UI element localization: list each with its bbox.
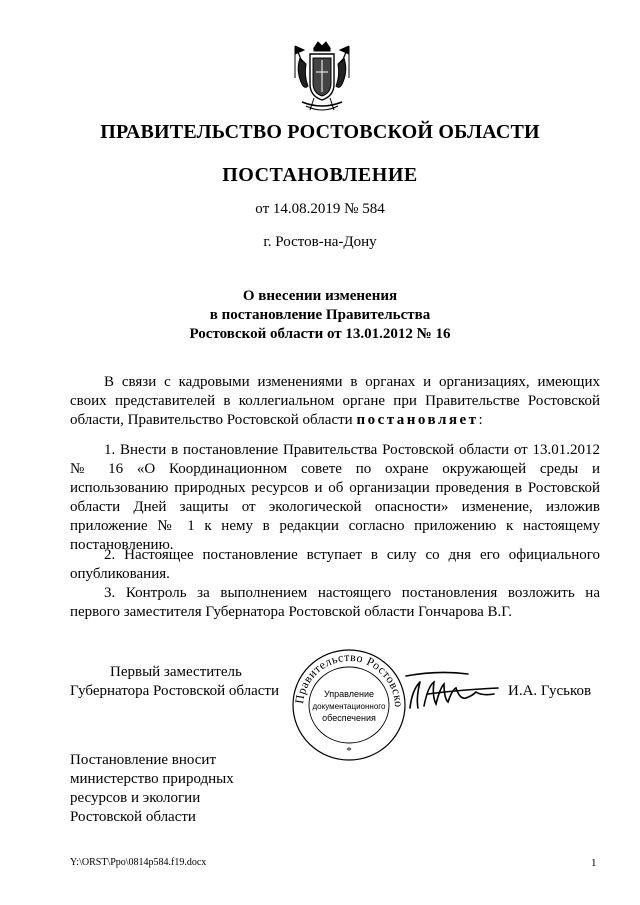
item-2-paragraph: 2. Настоящее постановление вступает в силу со дня его официального опубликования. <box>70 547 600 582</box>
organization-name: ПРАВИТЕЛЬСТВО РОСТОВСКОЙ ОБЛАСТИ <box>100 121 540 143</box>
seal-center-text: документационного <box>312 702 386 711</box>
note-line: Ростовской области <box>70 809 196 825</box>
seal-ring-text: Правительство Ростовско <box>292 649 407 708</box>
file-path: Y:\ORST\Ppo\0814p584.f19.docx <box>70 857 207 868</box>
item-1-paragraph: 1. Внести в постановление Правительства Ростовской области от 13.01.2012 № 16 «О Координационном совете по охране окружающей среды и использованию природных ресурсов и об организации проведения в Ростовской области Дней защиты от экологической опасности» изменение, изложив приложение № 1 к нему в редакции согласно приложению к настоящему постановлению. <box>70 442 600 553</box>
handwritten-signature <box>398 668 503 716</box>
page-number: 1 <box>591 857 597 869</box>
signatory-name: И.А. Гуськов <box>508 683 592 699</box>
preamble-colon: : <box>478 412 483 428</box>
seal-center-text: Управление <box>323 689 375 699</box>
note-line: министерство природных <box>70 771 234 787</box>
title-line: О внесении изменения <box>242 288 398 304</box>
note-line: Постановление вносит <box>70 752 217 768</box>
position-line: Губернатора Ростовской области <box>70 683 280 699</box>
document-title <box>0 287 640 344</box>
coat-of-arms-icon <box>292 38 352 116</box>
position-line: Первый заместитель <box>110 664 242 680</box>
date-and-number: от 14.08.2019 № 584 <box>255 201 385 217</box>
preamble-text: В связи с кадровыми изменениями в органах и организациях, имеющих своих представителей в коллегиальном органе при Правительстве Ростовской области, Правительство Ростовской области <box>70 374 600 428</box>
submitted-by-note <box>70 751 270 827</box>
title-line: Ростовской области от 13.01.2012 № 16 <box>189 326 451 342</box>
preamble-paragraph <box>70 373 600 430</box>
item-3-paragraph: 3. Контроль за выполнением настоящего постановления возложить на первого заместителя Губернатора Ростовской области Гончарова В.Г. <box>70 585 600 620</box>
seal-star: * <box>346 745 352 757</box>
signatory-position <box>70 663 279 701</box>
city: г. Ростов-на-Дону <box>263 234 377 250</box>
title-line: в постановление Правительства <box>209 307 431 323</box>
note-line: ресурсов и экологии <box>70 790 201 806</box>
resolves-word: постановляет <box>356 412 479 428</box>
official-seal-stamp <box>283 645 413 765</box>
seal-center-text: обеспечения <box>322 713 376 723</box>
document-type: ПОСТАНОВЛЕНИЕ <box>222 164 418 186</box>
